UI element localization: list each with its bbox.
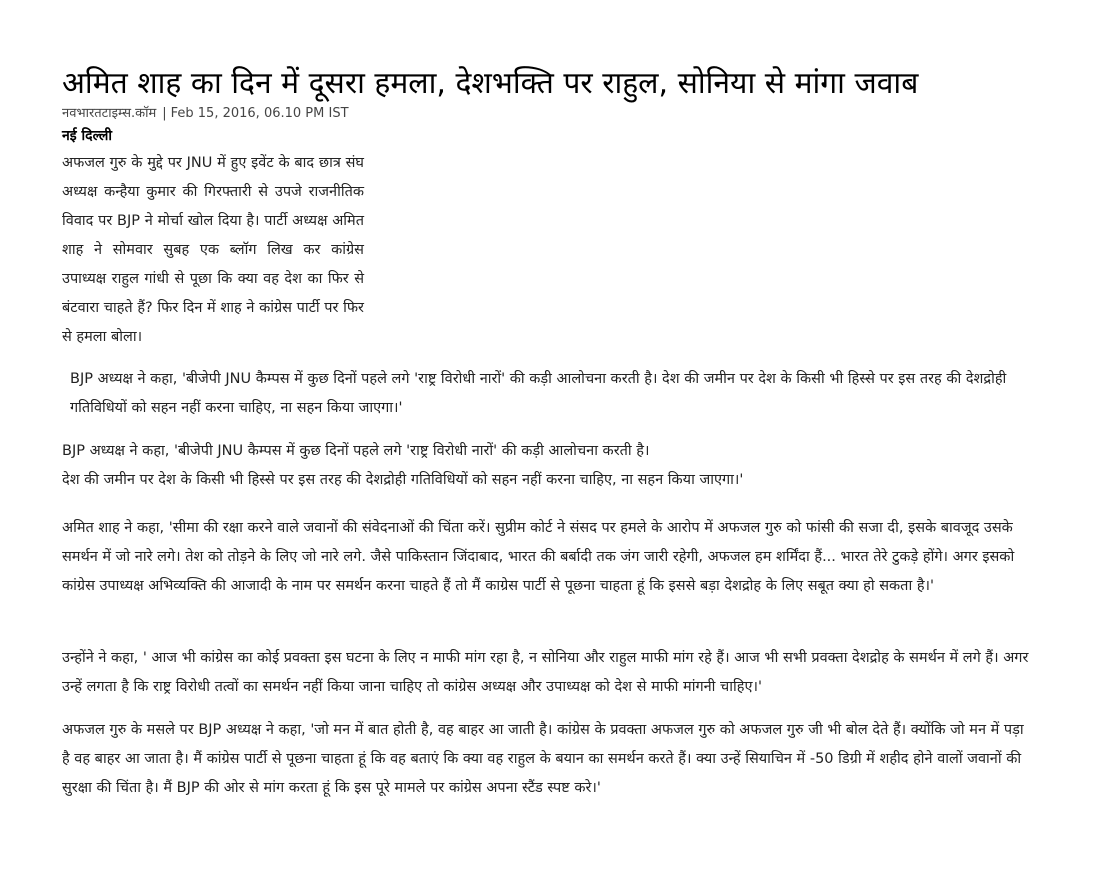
source-name: नवभारतटाइम्स.कॉम	[62, 106, 157, 121]
body-paragraph-4: उन्होंने ने कहा, ' आज भी कांग्रेस का कोई प्रवक्ता इस घटना के लिए न माफी मांग रहा है, न सोनिया और राहुल माफी मांग रहे हैं। आज भी सभी प्रवक्ता देशद्रोह के समर्थन में लगे हैं। अगर उन्हें लगता है कि राष्ट्र विरोधी तत्वों का समर्थन नहीं किया जाना चाहिए तो कांग्रेस अध्यक्ष और उपाध्यक्ष को देश से माफी मांगनी चाहिए।'	[62, 650, 1029, 695]
article-byline	[62, 105, 349, 123]
intro-paragraph: अफजल गुरु के मुद्दे पर JNU में हुए इवेंट के बाद छात्र संघ अध्यक्ष कन्हैया कुमार की गिरफ्तारी से उपजे राजनीतिक विवाद पर BJP ने मोर्चा खोल दिया है। पार्टी अध्यक्ष अमित शाह ने सोमवार सुबह एक ब्लॉग लिख कर कांग्रेस उपाध्यक्ष राहुल गांधी से पूछा कि क्या वह देश का फिर से बंटवारा चाहते हैं? फिर दिन में शाह ने कांग्रेस पार्टी पर फिर से हमला बोला।	[62, 155, 364, 345]
publish-date: Feb 15, 2016, 06.10 PM IST	[170, 106, 349, 121]
body-paragraph-2	[62, 437, 1032, 495]
body-paragraph-1: BJP अध्यक्ष ने कहा, 'बीजेपी JNU कैम्पस में कुछ दिनों पहले लगे 'राष्ट्र विरोधी नारों' की कड़ी आलोचना करती है। देश की जमीन पर देश के किसी भी हिस्से पर इस तरह की देशद्रोही गतिविधियों को सहन नहीं करना चाहिए, ना सहन किया जाएगा।'	[70, 371, 1007, 416]
body-paragraph-2-line-2: देश की जमीन पर देश के किसी भी हिस्से पर इस तरह की देशद्रोही गतिविधियों को सहन नहीं करना चाहिए, ना सहन किया जाएगा।'	[62, 472, 744, 488]
body-paragraph-2-line-1: BJP अध्यक्ष ने कहा, 'बीजेपी JNU कैम्पस में कुछ दिनों पहले लगे 'राष्ट्र विरोधी नारों' की कड़ी आलोचना करती है।	[62, 443, 650, 459]
article-headline: अमित शाह का दिन में दूसरा हमला, देशभक्ति पर राहुल, सोनिया से मांगा जवाब	[62, 66, 919, 101]
body-paragraph-3: अमित शाह ने कहा, 'सीमा की रक्षा करने वाले जवानों की संवेदनाओं की चिंता करें। सुप्रीम कोर्ट ने संसद पर हमले के आरोप में अफजल गुरु को फांसी की सजा दी, इसके बावजूद उसके समर्थन में जो नारे लगे। तेश को तोड़ने के लिए जो नारे लगे. जैसे पाकिस्तान जिंदाबाद, भारत की बर्बादी तक जंग जारी रहेगी, अफजल हम शर्मिंदा हैं... भारत तेरे टुकड़े होंगे। अगर इसको कांग्रेस उपाध्यक्ष अभिव्यक्ति की आजादी के नाम पर समर्थन करना चाहते हैं तो मैं काग्रेस पार्टी से पूछना चाहता हूं कि इससे बड़ा देशद्रोह के लिए सबूत क्या हो सकता है।'	[62, 520, 1015, 594]
article-dateline: नई दिल्ली	[62, 128, 113, 144]
body-paragraph-5: अफजल गुरु के मसले पर BJP अध्यक्ष ने कहा, 'जो मन में बात होती है, वह बाहर आ जाती है। कांग्रेस के प्रवक्ता अफजल गुरु को अफजल गुरु जी भी बोल देते हैं। क्योंकि जो मन में पड़ा है वह बाहर आ जाता है। मैं कांग्रेस पार्टी से पूछना चाहता हूं कि वह बताएं कि क्या वह राहुल के बयान का समर्थन करते हैं। क्या उन्हें सियाचिन में -50 डिग्री में शहीद होने वालों जवानों की सुरक्षा की चिंता है। मैं BJP की ओर से मांग करता हूं कि इस पूरे मामले पर कांग्रेस अपना स्टैंड स्पष्ट करे।'	[62, 722, 1024, 796]
byline-separator: |	[162, 106, 167, 121]
